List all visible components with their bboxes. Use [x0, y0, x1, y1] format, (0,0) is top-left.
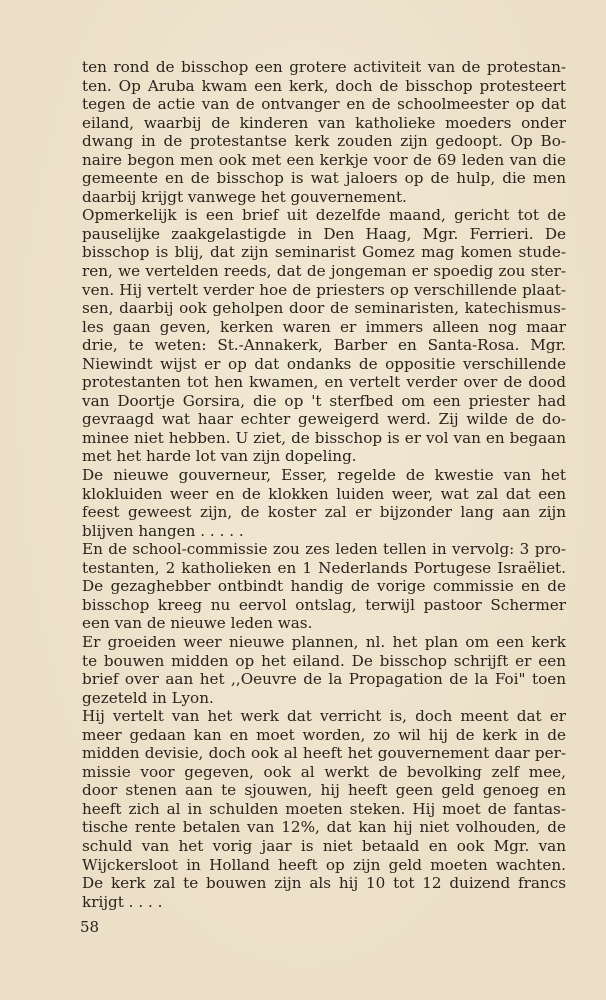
text-line: blijven hangen . . . . .	[82, 521, 244, 540]
text-line: Opmerkelijk is een brief uit dezelfde maand, gericht tot de	[82, 206, 566, 225]
text-line: Hij vertelt van het werk dat verricht is, doch meent dat er	[82, 707, 566, 726]
text-line: klokluiden weer en de klokken luiden weer, wat zal dat een	[82, 484, 566, 503]
page-number: 58	[80, 918, 100, 936]
text-line: Er groeiden weer nieuwe plannen, nl. het plan om een kerk	[82, 632, 566, 651]
text-line: minee niet hebben. U ziet, de bisschop is er vol van en begaan	[82, 428, 566, 447]
text-line: heeft zich al in schulden moeten steken. Hij moet de fantas-	[82, 799, 566, 818]
text-line: meer gedaan kan en moet worden, zo wil hij de kerk in de	[82, 725, 566, 744]
text-line: De gezaghebber ontbindt handig de vorige commissie en de	[82, 577, 566, 596]
text-line: ten rond de bisschop een grotere activiteit van de protestan-	[82, 58, 566, 76]
text-line: midden devisie, doch ook al heeft het gouvernement daar per-	[82, 744, 566, 763]
text-line: gevraagd wat haar echter geweigerd werd. Zij wilde de do-	[82, 410, 566, 429]
text-line: tegen de actie van de ontvanger en de schoolmeester op dat	[82, 95, 566, 114]
text-line: door stenen aan te sjouwen, hij heeft geen geld genoeg en	[82, 781, 566, 800]
text-line: naire begon men ook met een kerkje voor de 69 leden van die	[82, 150, 566, 169]
text-line: met het harde lot van zijn dopeling.	[82, 447, 357, 466]
text-line: brief over aan het ,,Oeuvre de la Propagation de la Foi" toen	[82, 670, 566, 689]
text-line: schuld van het vorig jaar is niet betaald en ook Mgr. van	[82, 836, 566, 855]
text-line: missie voor gegeven, ook al werkt de bevolking zelf mee,	[82, 762, 566, 781]
text-line: drie, te weten: St.-Annakerk, Barber en Santa-Rosa. Mgr.	[82, 336, 566, 355]
text-line: testanten, 2 katholieken en 1 Nederlands Portugese Israëliet.	[82, 558, 566, 577]
text-line: eiland, waarbij de kinderen van katholieke moeders onder	[82, 113, 566, 132]
text-line: van Doortje Gorsira, die op 't sterfbed om een priester had	[82, 391, 566, 410]
text-line: feest geweest zijn, de koster zal er bijzonder lang aan zijn	[82, 503, 566, 522]
text-line: protestanten tot hen kwamen, en vertelt verder over de dood	[82, 373, 566, 392]
text-line: een van de nieuwe leden was.	[82, 614, 313, 633]
text-line: daarbij krijgt vanwege het gouvernement.	[82, 187, 407, 206]
text-line: ven. Hij vertelt verder hoe de priesters op verschillende plaat-	[82, 280, 566, 299]
text-line: ten. Op Aruba kwam een kerk, doch de bisschop protesteert	[82, 76, 566, 95]
text-line: sen, daarbij ook geholpen door de seminaristen, katechismus-	[82, 299, 566, 318]
text-line: En de school-commissie zou zes leden tellen in vervolg: 3 pro-	[82, 540, 566, 559]
text-line: bisschop kreeg nu eervol ontslag, terwijl pastoor Schermer	[82, 595, 566, 614]
text-line: te bouwen midden op het eiland. De bisschop schrijft er een	[82, 651, 566, 670]
text-line: bisschop is blij, dat zijn seminarist Gomez mag komen stude-	[82, 243, 566, 262]
text-line: ren, we vertelden reeds, dat de jongeman er spoedig zou ster-	[82, 262, 566, 281]
text-line: pauselijke zaakgelastigde in Den Haag, Mgr. Ferrieri. De	[82, 224, 566, 243]
text-line: krijgt . . . .	[82, 892, 163, 911]
text-line: Niewindt wijst er op dat ondanks de oppositie verschillende	[82, 354, 566, 373]
text-line: les gaan geven, kerken waren er immers alleen nog maar	[82, 317, 566, 336]
text-line: tische rente betalen van 12%, dat kan hij niet volhouden, de	[82, 818, 566, 837]
body-text	[82, 58, 566, 911]
text-line: gezeteld in Lyon.	[82, 688, 214, 707]
text-line: dwang in de protestantse kerk zouden zijn gedoopt. Op Bo-	[82, 132, 566, 151]
text-line: gemeente en de bisschop is wat jaloers op de hulp, die men	[82, 169, 566, 188]
text-line: De kerk zal te bouwen zijn als hij 10 tot 12 duizend francs	[82, 874, 566, 893]
text-line: De nieuwe gouverneur, Esser, regelde de kwestie van het	[82, 466, 566, 485]
text-line: Wijckersloot in Holland heeft op zijn geld moeten wachten.	[82, 855, 566, 874]
